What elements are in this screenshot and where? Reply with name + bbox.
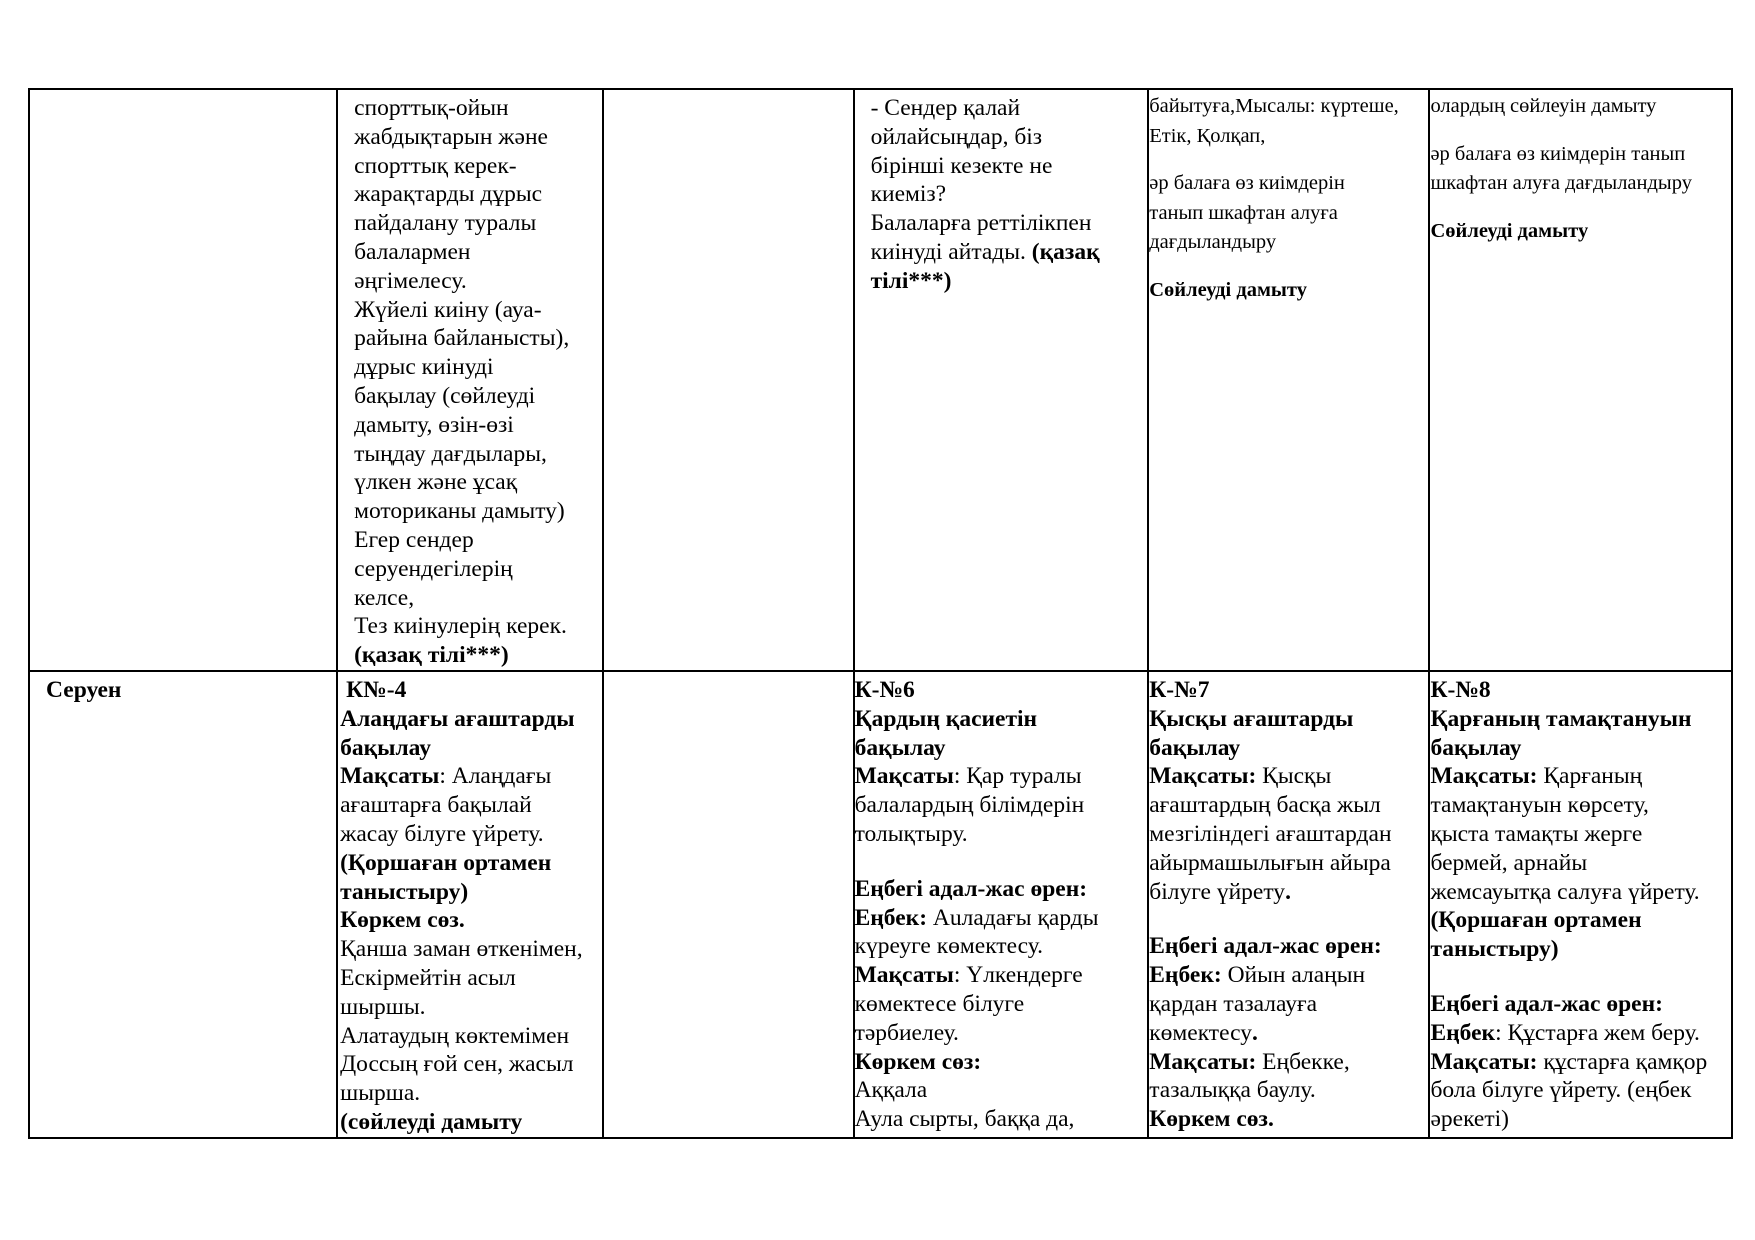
text-line: шыршы.	[340, 993, 426, 1020]
subject-tag: (қазақ тілі***)	[354, 642, 509, 669]
text-line: тыңдау дағдылары,	[354, 440, 547, 467]
goal-label: Мақсаты:	[1430, 1048, 1538, 1075]
table-row	[29, 89, 1732, 671]
text-line: бірінші кезекте не	[870, 152, 1053, 179]
text-line: байытуға,Мысалы: күртеше,	[1149, 95, 1399, 117]
section-label: Көркем сөз:	[854, 1048, 982, 1075]
text-line: келсе,	[354, 584, 415, 611]
text-line: Доссың ғой сен, жасыл	[340, 1051, 574, 1078]
text-line: әңгімелесу.	[354, 267, 467, 294]
work-label: Еңбек:	[1149, 962, 1222, 989]
text-line: спорттық-ойын	[354, 95, 509, 121]
text-line: көмектесу	[1149, 1019, 1252, 1046]
text-line: Егер сендер	[354, 526, 474, 553]
card-title: Қарғаның тамақтануын	[1430, 705, 1692, 732]
text-line: тәрбиелеу.	[854, 1019, 959, 1046]
card-title: бақылау	[1430, 734, 1522, 761]
dialogue-cell	[854, 89, 1149, 671]
subject-tag: (сөйлеуді дамыту	[340, 1108, 523, 1135]
section-label: Көркем сөз.	[1149, 1106, 1274, 1133]
text-line: жасау білуге үйрету.	[340, 820, 544, 847]
text-line: тазалыққа баулу.	[1149, 1077, 1316, 1104]
text-line: тамақтануын көрсету,	[1430, 792, 1649, 819]
text-line: жемсауытқа салуға үйрету.	[1430, 878, 1700, 905]
text-line: жабдықтарын және	[354, 123, 548, 150]
text-line: Еңбекке,	[1256, 1048, 1350, 1075]
text-line: дағдыландыру	[1149, 231, 1277, 253]
goal-label: Мақсаты:	[1149, 763, 1257, 790]
text-line: үлкен және ұсақ	[354, 469, 518, 496]
text-line: Аuладағы қарды	[927, 904, 1099, 931]
text-line: : Қар туралы	[953, 763, 1082, 790]
card-number: К-№6	[854, 677, 915, 703]
text-line: ағаштарға бақылай	[340, 792, 532, 819]
text-line: құстарға қамқор	[1537, 1048, 1708, 1075]
subject-tag: (қазақ	[1031, 238, 1100, 265]
text-line: спорттық керек-	[354, 152, 517, 179]
text-line: білуге үйрету	[1149, 878, 1286, 905]
card-number: К-№7	[1149, 677, 1210, 703]
card-title: Қысқы ағаштарды	[1149, 705, 1354, 732]
subject-tag: (Қоршаған ортамен	[340, 849, 552, 876]
text-line: бола білуге үйрету. (еңбек	[1430, 1077, 1692, 1104]
text-line: Қанша заман өткенімен,	[340, 936, 583, 963]
text-line: : Үлкендерге	[953, 962, 1083, 989]
work-label: Еңбек:	[854, 904, 928, 931]
section-label: Көркем сөз.	[340, 907, 465, 934]
text-line: ойлайсыңдар, біз	[870, 123, 1043, 150]
text-line: әр балаға өз киімдерін танып	[1430, 142, 1686, 165]
section-label: Еңбегі адал-жас өрен:	[1430, 990, 1663, 1017]
card-title: бақылау	[854, 734, 946, 761]
subject-tag: Сөйлеуді дамыту	[1430, 219, 1589, 242]
subject-tag: (Қоршаған ортамен	[1430, 907, 1642, 934]
card-number: К-№8	[1430, 677, 1491, 703]
text-line: толықтыру.	[854, 820, 968, 847]
text-line: қыста тамақты жерге	[1430, 820, 1643, 847]
table-row	[29, 671, 1732, 1138]
goal-label: Мақсаты	[340, 763, 440, 790]
row-label-cell	[29, 671, 337, 1138]
text-line: күреуге көмектесу.	[854, 933, 1043, 960]
card-title: бақылау	[340, 734, 431, 761]
dressing-activity-cell	[337, 89, 603, 671]
text-line: Ескірмейтін асыл	[340, 964, 516, 991]
text-line: дұрыс киінуді	[354, 354, 494, 381]
row-label-cell-empty	[29, 89, 337, 671]
walk-card-8-cell	[1429, 671, 1732, 1138]
text-line: киеміз?	[870, 181, 947, 208]
text-line: Қысқы	[1256, 763, 1332, 790]
text-line: айырмашылығын айыра	[1149, 849, 1391, 876]
text-line: Аула сырты, баққа да,	[854, 1106, 1075, 1133]
text-line: дамыту, өзін-өзі	[354, 411, 514, 438]
text-line: балалармен	[354, 238, 471, 265]
card-title: Алаңдағы ағаштарды	[340, 705, 575, 732]
section-label: Еңбегі адал-жас өрен:	[854, 875, 1088, 902]
text-line: әрекеті)	[1430, 1106, 1509, 1133]
text-line: әр балаға өз киімдерін	[1149, 172, 1345, 194]
walk-card-7-cell	[1148, 671, 1429, 1138]
text-line: жарақтарды дұрыс	[354, 181, 543, 208]
text-line: Етік, Қолқап,	[1149, 124, 1266, 147]
card-title: бақылау	[1149, 734, 1241, 761]
text-line: ағаштардың басқа жыл	[1149, 792, 1381, 819]
text-line: мезгіліндегі ағаштардан	[1149, 820, 1392, 847]
punctuation: .	[1285, 878, 1291, 905]
goal-label: Мақсаты	[854, 962, 954, 989]
goal-label: Мақсаты:	[1149, 1048, 1257, 1075]
vocabulary-cell	[1148, 89, 1429, 671]
text-line: Аққала	[854, 1077, 928, 1104]
text-line: моториканы дамыту)	[354, 498, 565, 525]
punctuation: .	[1251, 1019, 1258, 1046]
text-line: қардан тазалауға	[1149, 990, 1318, 1017]
lesson-plan-table	[28, 88, 1733, 1139]
subject-tag: таныстыру)	[340, 878, 469, 905]
subject-tag: Сөйлеуді дамыту	[1149, 278, 1307, 301]
section-label: Еңбегі адал-жас өрен:	[1149, 933, 1382, 960]
card-title: Қардың қасиетін	[854, 705, 1038, 732]
goal-label: Мақсаты:	[1430, 763, 1538, 790]
text-line: олардың сөйлеуін дамыту	[1430, 95, 1657, 117]
goal-label: Мақсаты	[854, 763, 954, 790]
walk-card-6-cell	[854, 671, 1149, 1138]
text-line: бермей, арнайы	[1430, 849, 1588, 876]
text-line: балалардың білімдерін	[854, 792, 1085, 819]
text-line: серуендегілерің	[354, 555, 513, 582]
text-line: көмектесе білуге	[854, 990, 1025, 1017]
text-line: танып шкафтан алуға	[1149, 201, 1338, 224]
text-line: Жүйелі киіну (ауа-	[354, 296, 542, 323]
subject-tag: таныстыру)	[1430, 936, 1559, 963]
text-line: Алатаудың көктемімен	[340, 1022, 570, 1049]
text-line: шырша.	[340, 1080, 421, 1107]
walk-card-4-cell	[337, 671, 603, 1138]
speech-cell	[1429, 89, 1732, 671]
text-line: райына байланысты),	[354, 325, 570, 352]
card-number: К№-4	[346, 677, 407, 703]
text-line: киінуді айтады.	[870, 238, 1026, 265]
text-line: Балаларға реттілікпен	[870, 210, 1092, 237]
subject-tag: тілі***)	[870, 267, 952, 294]
text-line: Тез киінулерің керек.	[354, 613, 567, 640]
text-line: Ойын алаңын	[1221, 962, 1366, 989]
text-line: Қарғаның	[1537, 763, 1643, 790]
text-line: шкафтан алуға дағдыландыру	[1430, 172, 1692, 194]
text-line: : Алаңдағы	[439, 763, 552, 790]
empty-cell	[603, 89, 854, 671]
text-line: пайдалану туралы	[354, 210, 537, 237]
row-label: Серуен	[46, 677, 122, 703]
text-line: бақылау (сөйлеуді	[354, 382, 536, 409]
text-line: - Сендер қалай	[870, 95, 1021, 121]
work-label: Еңбек	[1430, 1019, 1496, 1046]
text-line: : Құстарға жем беру.	[1495, 1019, 1700, 1046]
empty-cell	[603, 671, 854, 1138]
